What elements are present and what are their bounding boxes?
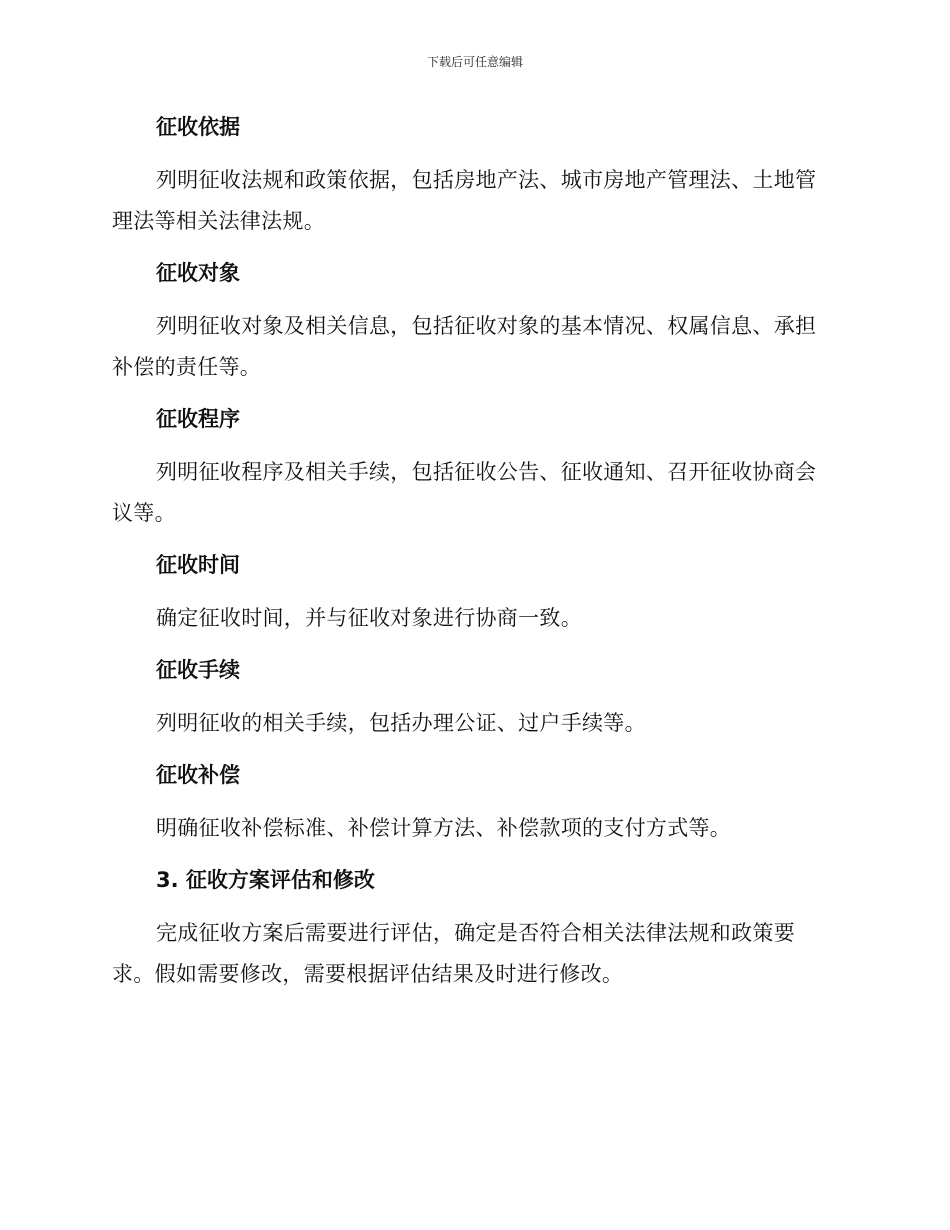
section-heading: 征收对象: [156, 261, 240, 285]
document-body: [112, 108, 832, 1007]
section-paragraph: 完成征收方案后需要进行评估，确定是否符合相关法律法规和政策要求。假如需要修改，需要根据评估结果及时进行修改。: [112, 921, 795, 986]
section-paragraph: 列明征收程序及相关手续，包括征收公告、征收通知、召开征收协商会议等。: [112, 460, 817, 525]
section-paragraph: 列明征收法规和政策依据，包括房地产法、城市房地产管理法、土地管理法等相关法律法规。: [112, 168, 817, 233]
section-heading: 征收手续: [156, 658, 240, 682]
page-header-note: 下载后可任意编辑: [426, 55, 523, 69]
section-heading: 征收补偿: [156, 763, 240, 787]
section-heading: 征收程序: [156, 407, 240, 431]
section-paragraph: 明确征收补偿标准、补偿计算方法、补偿款项的支付方式等。: [156, 816, 732, 840]
section-heading-numbered: 3. 征收方案评估和修改: [156, 868, 375, 892]
section-heading: 征收时间: [156, 553, 240, 577]
section-paragraph: 确定征收时间，并与征收对象进行协商一致。: [156, 606, 582, 630]
section-paragraph: 列明征收对象及相关信息，包括征收对象的基本情况、权属信息、承担补偿的责任等。: [112, 314, 817, 379]
section-paragraph: 列明征收的相关手续，包括办理公证、过户手续等。: [156, 711, 646, 735]
section-heading: 征收依据: [156, 115, 240, 139]
